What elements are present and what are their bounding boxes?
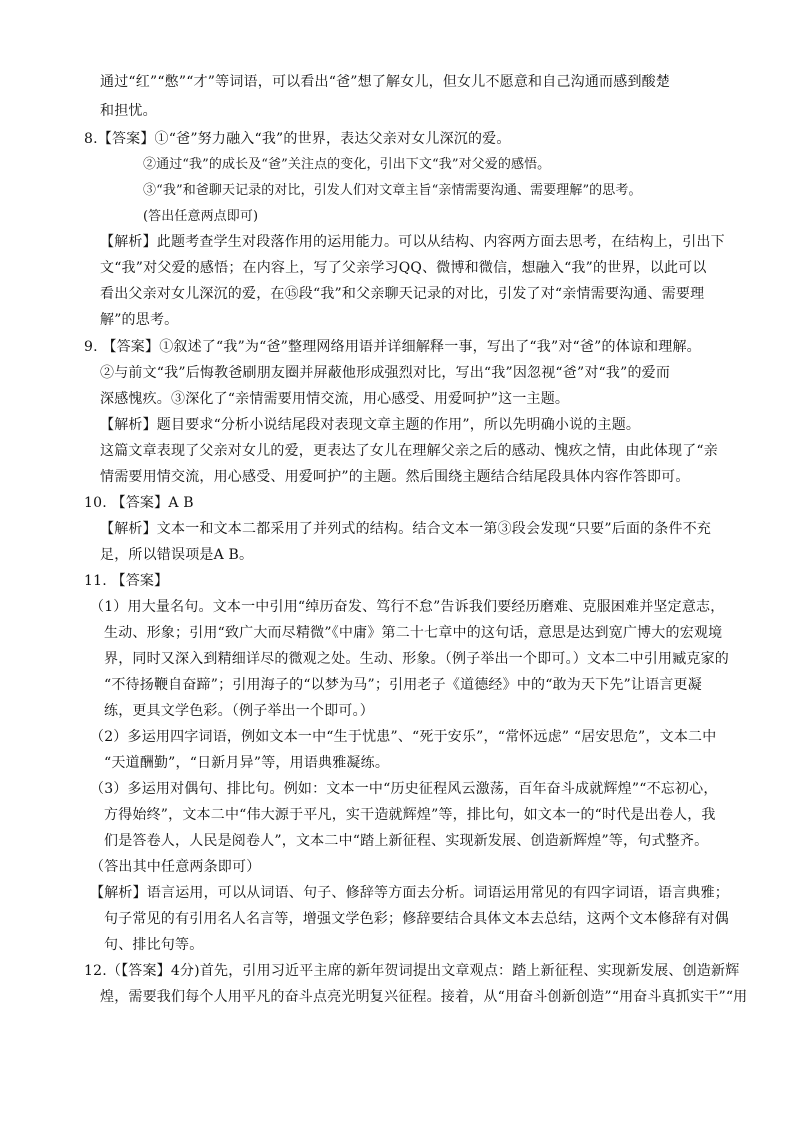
text-line: 句子常见的有引用名人名言等，增强文学色彩；修辞要结合具体文本去总结，这两个文本修辞有对偶 xyxy=(104,911,729,927)
text-line: 方得始终”，文本二中“伟大源于平凡，实干造就辉煌”等，排比句，如文本一的“时代是出卷人，我 xyxy=(104,807,716,823)
text-line: 9. 【答案】①叙述了“我”为“爸”整理网络用语并详细解释一事，写出了“我”对“爸”的体谅和理解。 xyxy=(84,339,701,355)
text-line: （3）多运用对偶句、排比句。例如：文本一中“历史征程风云激荡，百年奋斗成就辉煌”“不忘初心， xyxy=(90,781,718,797)
text-line: 和担忧。 xyxy=(100,103,157,119)
text-line: （2）多运用四字词语，例如文本一中“生于忧患”、“死于安乐”，“常怀远虑” “居安思危”，文本二中 xyxy=(90,729,717,745)
text-line: 【解析】题目要求“分析小说结尾段对表现文章主题的作用”，所以先明确小说的主题。 xyxy=(100,417,641,433)
text-line: ②通过“我”的成长及“爸”关注点的变化，引出下文“我”对父爱的感悟。 xyxy=(143,157,551,172)
text-line: （1）用大量名句。文本一中引用“绰历奋发、笃行不怠”告诉我们要经历磨难、克服困难并坚定意志， xyxy=(90,599,725,615)
text-line: ②与前文“我”后悔教爸刷朋友圈并屏蔽他形成强烈对比，写出“我”因忽视“爸”对“我”的爱而 xyxy=(100,365,671,381)
text-line: 12.（【答案】4分)首先，引用习近平主席的新年贺词提出文章观点：踏上新征程、实现新发展、创造新辉 xyxy=(84,963,740,979)
text-line: 们是答卷人，人民是阅卷人”，文本二中“踏上新征程、实现新发展、创造新辉煌”等，句式整齐。 xyxy=(104,833,709,849)
text-line: “不待扬鞭自奋蹄”；引用海子的“以梦为马”；引用老子《道德经》中的“敢为天下先”让语言更凝 xyxy=(104,677,702,693)
text-line: 解”的思考。 xyxy=(100,312,179,328)
text-line: 句、排比句等。 xyxy=(104,937,204,953)
text-line: 情需要用情交流，用心感受、用爱呵护”的主题。然后围绕主题结合结尾段具体内容作答即可。 xyxy=(100,469,690,485)
text-line: 通过“红”“憋”“才”等词语，可以看出“爸”想了解女儿，但女儿不愿意和自己沟通而感到酸楚 xyxy=(100,74,671,90)
text-line: 10. 【答案】A B xyxy=(84,495,194,511)
text-line: 8.【答案】①“爸”努力融入“我”的世界，表达父亲对女儿深沉的爱。 xyxy=(84,131,511,147)
text-line: ③“我”和爸聊天记录的对比，引发人们对文章主旨“亲情需要沟通、需要理解”的思考。 xyxy=(143,183,642,198)
text-line: 深感愧疚。③深化了“亲情需要用情交流，用心感受、用爱呵护”这一主题。 xyxy=(100,391,570,407)
text-line: (答出任意两点即可) xyxy=(143,209,259,224)
text-line: 界，同时又深入到精细详尽的微观之处。生动、形象。（例子举出一个即可。）文本二中引用臧克家的 xyxy=(104,651,729,667)
text-line: 生动、形象；引用“致广大而尽精微”《中庸》第二十七章中的这句话，意思是达到宽广博大的宏观境 xyxy=(104,625,723,641)
text-line: 这篇文章表现了父亲对女儿的爱，更表达了女儿在理解父亲之后的感动、愧疚之情，由此体现了“亲 xyxy=(100,443,718,459)
text-line: （答出其中任意两条即可） xyxy=(90,859,261,875)
text-line: 11. 【答案】 xyxy=(84,573,169,589)
text-line: 看出父亲对女儿深沉的爱，在⑮段“我”和父亲聊天记录的对比，引发了对“亲情需要沟通、需要理 xyxy=(100,286,705,302)
text-line: 文“我”对父爱的感悟；在内容上，写了父亲学习QQ、微博和微信，想融入“我”的世界，以此可以 xyxy=(100,260,707,276)
text-line: 【解析】语言运用，可以从词语、句子、修辞等方面去分析。词语运用常见的有四字词语，语言典雅； xyxy=(90,885,729,901)
text-line: 足，所以错误项是A B。 xyxy=(100,547,254,563)
text-line: 【解析】文本一和文本二都采用了并列式的结构。结合文本一第③段会发现“只要”后面的条件不充 xyxy=(100,521,712,537)
text-line: 练，更具文学色彩。（例子举出一个即可。） xyxy=(104,703,374,719)
text-line: 煌，需要我们每个人用平凡的奋斗点亮光明复兴征程。接着，从“用奋斗创新创造”“用奋斗真抓实干”“用 xyxy=(100,989,748,1005)
text-line: “天道酬勤”，“日新月异”等，用语典雅凝练。 xyxy=(104,755,390,771)
text-line: 【解析】此题考查学生对段落作用的运用能力。可以从结构、内容两方面去思考，在结构上，引出下 xyxy=(100,234,725,250)
